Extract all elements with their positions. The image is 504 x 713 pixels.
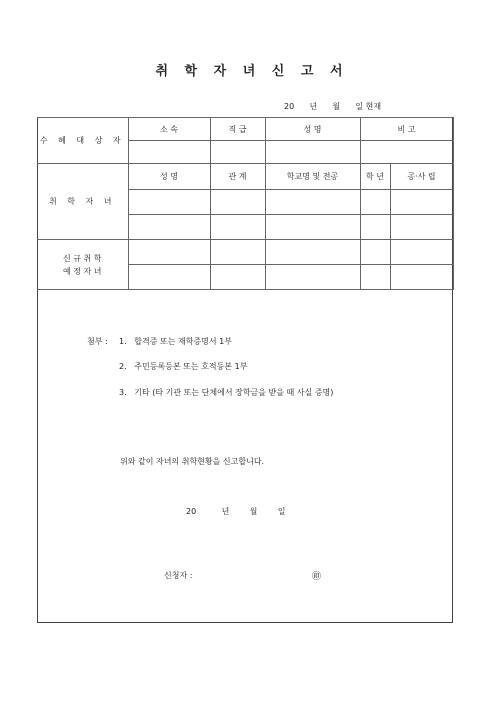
input-cell[interactable] xyxy=(390,265,453,290)
header-affiliation: 소 속 xyxy=(128,118,210,141)
new-enrollment-label-line1: 신 규 취 학 xyxy=(62,253,102,263)
form-table xyxy=(37,117,454,290)
input-cell-rank[interactable] xyxy=(210,141,265,164)
header-grade: 학 년 xyxy=(360,164,390,190)
header-school-major: 학교명 및 전공 xyxy=(265,164,360,190)
current-date-line: 20 년 월 일 현재 xyxy=(284,102,382,111)
header-remarks: 비 고 xyxy=(360,118,453,141)
signature-date: 20 년 월 일 xyxy=(186,507,286,516)
input-cell[interactable] xyxy=(265,265,360,290)
input-cell[interactable] xyxy=(128,190,210,215)
header-name: 성 명 xyxy=(265,118,360,141)
input-cell[interactable] xyxy=(128,215,210,240)
input-cell[interactable] xyxy=(210,265,265,290)
applicant-label: 신청자 : xyxy=(164,571,193,580)
attachments-prefix: 첨부 : xyxy=(87,337,108,346)
input-cell[interactable] xyxy=(210,215,265,240)
new-enrollment-label-line2: 예 정 자 녀 xyxy=(62,266,102,276)
input-cell[interactable] xyxy=(265,190,360,215)
input-cell-remarks[interactable] xyxy=(360,141,453,164)
declaration-text: 위와 같이 자녀의 취학현황을 신고합니다. xyxy=(120,457,265,466)
attachment-item-3: 3. 기타 (타 기관 또는 단체에서 장학금을 받을 때 사실 증명) xyxy=(119,388,334,397)
input-cell[interactable] xyxy=(390,190,453,215)
input-cell[interactable] xyxy=(360,265,390,290)
header-public-private: 공·사 립 xyxy=(390,164,453,190)
input-cell-affiliation[interactable] xyxy=(128,141,210,164)
document-title: 취 학 자 녀 신 고 서 xyxy=(155,64,349,79)
input-cell[interactable] xyxy=(210,190,265,215)
children-header-row xyxy=(37,164,453,190)
table-row xyxy=(37,240,453,265)
seal-mark: ㊞ xyxy=(312,572,322,582)
attachment-item-1: 1. 합격증 또는 재학증명서 1부 xyxy=(119,337,232,346)
input-cell-name[interactable] xyxy=(265,141,360,164)
input-cell[interactable] xyxy=(360,190,390,215)
input-cell[interactable] xyxy=(128,240,210,265)
new-enrollment-label xyxy=(37,240,128,290)
input-cell[interactable] xyxy=(128,265,210,290)
beneficiary-header-row xyxy=(37,118,453,141)
input-cell[interactable] xyxy=(265,215,360,240)
input-cell[interactable] xyxy=(210,240,265,265)
input-cell[interactable] xyxy=(390,240,453,265)
header-rank: 직 급 xyxy=(210,118,265,141)
header-child-name: 성 명 xyxy=(128,164,210,190)
header-relation: 관 계 xyxy=(210,164,265,190)
children-label: 취 학 자 녀 xyxy=(37,164,128,240)
input-cell[interactable] xyxy=(360,240,390,265)
input-cell[interactable] xyxy=(360,215,390,240)
input-cell[interactable] xyxy=(265,240,360,265)
attachment-item-2: 2. 주민등록등본 또는 호적등본 1부 xyxy=(119,362,248,371)
input-cell[interactable] xyxy=(390,215,453,240)
beneficiary-label: 수 혜 대 상 자 xyxy=(37,118,128,164)
